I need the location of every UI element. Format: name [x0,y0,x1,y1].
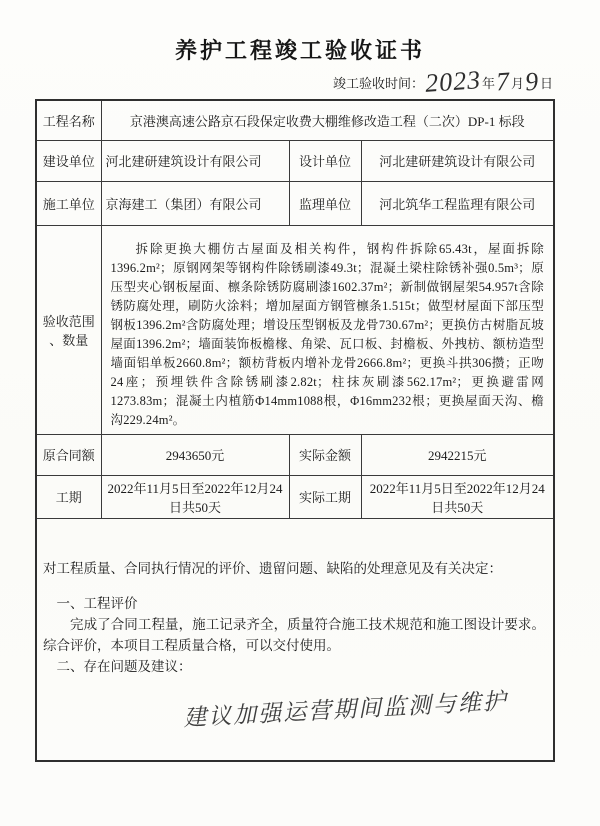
table-row [36,140,554,181]
project-name-label: 工程名称 [36,100,101,140]
evaluation-section1-title: 一、工程评价 [56,596,138,612]
contractor-unit-value: 京海建工（集团）有限公司 [101,181,289,225]
original-amount-label: 原合同额 [36,434,101,475]
table-row [36,100,554,140]
original-amount-value: 2943650元 [101,434,289,475]
project-name-value: 京港澳高速公路京石段保定收费大棚维修改造工程（二次）DP-1 标段 [101,100,554,140]
duration-label: 工期 [36,475,101,518]
acceptance-time-line [0,65,553,99]
actual-amount-value: 2942215元 [361,434,554,475]
scope-label: 验收范围、数量 [36,225,101,434]
contractor-unit-label: 施工单位 [36,181,101,225]
actual-amount-label: 实际金额 [289,434,361,475]
document-title: 养护工程竣工验收证书 [174,38,425,63]
supervision-unit-value: 河北筑华工程监理有限公司 [361,181,554,225]
scope-cell [101,225,554,434]
table-row [36,434,554,475]
table-row [36,181,554,225]
acceptance-table [35,99,555,762]
table-row [36,518,554,761]
handwritten-note: 建议加强运营期间监测与维护 [182,688,509,731]
actual-duration-value: 2022年11月5日至2022年12月24日共50天 [361,475,554,518]
scope-value: 拆除更换大棚仿古屋面及相关构件，钢构件拆除65.43t，屋面拆除1396.2m²；原钢网架等钢构件除锈刷漆49.3t；混凝土梁柱除锈补强0.5m³；原压型夹心钢板屋面、檩条除锈防腐刷漆1602.37m²；新制做钢屋架54.957t含除锈防腐处理，刷防火涂料；增加屋面方钢管檩条1.515t；做型材屋面下部压型钢板1396.2m²含防腐处理；增设压型钢板及龙骨730.67m²；更换仿古树脂瓦坡屋面1396.2m²；墙面装饰板檐椽、角梁、瓦口板、封檐板、外拽枋、额枋造型墙面铝单板2660.8m²；额枋背板内增补龙骨2666.8m²；更换斗拱306攒；正吻24座；预埋铁件含除锈刷漆2.82t；柱抹灰刷漆562.17m²；更换避雷网1273.83m；混凝土内植筋Φ14mm1088根，Φ16mm232根；更换屋面天沟、檐沟229.24m²。 [110,241,544,427]
design-unit-value: 河北建研建筑设计有限公司 [361,140,554,181]
supervision-unit-label: 监理单位 [289,181,361,225]
table-row [36,225,554,434]
construction-unit-value: 河北建研建筑设计有限公司 [101,140,289,181]
duration-value: 2022年11月5日至2022年12月24日共50天 [101,475,289,518]
handwritten-day: 9 [524,66,541,97]
acceptance-time-label: 竣工验收时间： [332,76,424,91]
evaluation-heading: 对工程质量、合同执行情况的评价、遗留问题、缺陷的处理意见及有关决定： [43,561,502,577]
handwritten-month: 7 [495,66,512,97]
actual-duration-label: 实际工期 [289,475,361,518]
evaluation-section2-title: 二、存在问题及建议： [56,659,192,675]
table-row [36,475,554,518]
design-unit-label: 设计单位 [289,140,361,181]
handwritten-year: 2023 [424,65,483,98]
month-suffix: 月 [510,76,524,91]
evaluation-cell [36,518,554,761]
day-suffix: 日 [539,76,553,91]
year-suffix: 年 [481,76,495,91]
evaluation-section1-body: 完成了合同工程量，施工记录齐全，质量符合施工技术规范和施工图设计要求。综合评价，本项目工程质量合格，可以交付使用。 [43,617,545,654]
construction-unit-label: 建设单位 [36,140,101,181]
